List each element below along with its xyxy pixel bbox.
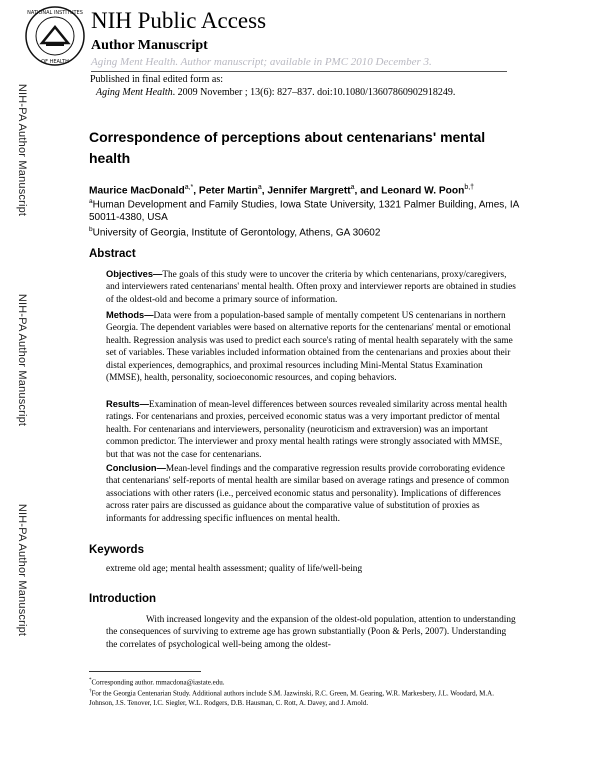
- author-name: Maurice MacDonald: [89, 185, 185, 197]
- header-rule: [91, 71, 507, 72]
- author-name: Jennifer Margrett: [267, 185, 351, 197]
- objectives-label: Objectives—: [106, 269, 163, 279]
- nih-logo: [24, 5, 86, 67]
- author-sup: a,*: [184, 184, 194, 191]
- author-name: Peter Martin: [198, 185, 258, 197]
- citation: [96, 87, 455, 99]
- introduction-heading: Introduction: [89, 593, 157, 605]
- citation-details: . 2009 November ; 13(6): 827–837. doi:10.1080/13607860902918249.: [172, 87, 456, 98]
- author-name: Leonard W. Poon: [381, 185, 465, 197]
- results-label: Results—: [106, 399, 149, 409]
- keywords-text: extreme old age; mental health assessment; quality of life/well-being: [106, 564, 363, 574]
- author-sup: a: [350, 184, 355, 191]
- footnote-rule: [89, 671, 201, 672]
- affiliation-b: $^b$University of Georgia, Institute of Gerontology, Athens, GA 30602: [89, 226, 381, 239]
- conclusion-label: Conclusion—: [106, 463, 166, 473]
- citation-journal: Aging Ment Health: [96, 87, 173, 98]
- author-list: Maurice MacDonald$^{a,*}$, Peter Martin$^a$, Jennifer Margrett$^a$, and Leonard W. Poon$^{b,\dagger}$: [89, 184, 475, 197]
- sidebar-label-2: NIH-PA Author Manuscript: [16, 293, 28, 427]
- author-sup: a: [257, 184, 262, 191]
- journal-availability-line: Aging Ment Health. Author manuscript; available in PMC 2010 December 3.: [91, 56, 432, 68]
- keywords-heading: Keywords: [89, 544, 144, 556]
- footnote-study: †For the Georgia Centenarian Study. Additional authors include S.M. Jazwinski, R.C. Green, M. Gearing, W.R. Markesbery, J.L. Woodard, M.A. Johnson, J.S. Tenover, I.C. Siegler, W.L. Rodgers, D.B. Hausman, C. Rott, A. Davey, and J. Arnold.: [89, 689, 494, 707]
- methods-label: Methods—: [106, 310, 154, 320]
- nih-seal-icon: [24, 5, 86, 67]
- abstract-methods: Methods—Data were from a population-based sample of mentally competent US centenarians in northern Georgia. The dependent variables were based on alternative reports for the centenarians' mental or emotional health. Regression analysis was used to predict each source's rating of mental health separately with the same set of variables. These variables included information obtained from the centenarians and proxies about their distal experiences, demographics, and proximal resources including Mini-Mental Status Examination (MMSE), health, personality, socioeconomic resources, and coping behaviors.: [106, 310, 513, 384]
- affiliation-a: $^a$Human Development and Family Studies, Iowa State University, 1321 Palmer Building, Ames, IA 50011-4380, USA: [89, 198, 519, 224]
- author-sup: b,†: [464, 184, 475, 191]
- svg-text:NATIONAL INSTITUTES: NATIONAL INSTITUTES: [27, 10, 83, 16]
- sidebar-label-1: NIH-PA Author Manuscript: [16, 83, 28, 217]
- svg-text:OF HEALTH: OF HEALTH: [41, 59, 69, 65]
- abstract-objectives: Objectives—The goals of this study were to uncover the criteria by which centenarians, proxy/caregivers, and interviewers rated centenarians' mental health. Often proxy and interviewer reports are obtained in studies of the oldest-old and become a primary source of information.: [106, 269, 516, 305]
- introduction-text: With increased longevity and the expansion of the oldest-old population, attention to understanding the consequences of surviving to extreme age has grown substantially (Poon & Perls, 2007). Understanding the correlates of psychological well-being among the oldest-: [106, 615, 516, 650]
- abstract-conclusion: Conclusion—Mean-level findings and the comparative regression results provide corroborating evidence that centenarians' self-reports of mental health are similar based on average ratings and presence of common associations with other raters (i.e., perceived economic status and personality). Implications of differences across rater pairs are discussed as guidance about the comparative value of substitution of proxies as informants for addressing specific influences on mental health.: [106, 463, 510, 524]
- published-label: Published in final edited form as:: [90, 74, 224, 85]
- author-manuscript-label: Author Manuscript: [91, 38, 208, 53]
- abstract-heading: Abstract: [89, 248, 136, 260]
- abstract-results: Results—Examination of mean-level differences between sources revealed similarity across mental health ratings. For centenarians and proxies, perceived economic status was a very important predictor of mental health. For centenarians and interviewers, personality (neuroticism and extraversion) was an important common predictor. The interviewer and proxy mental health ratings were strongly associated with MMSE, but that was not the case for centenarians.: [106, 399, 508, 460]
- footnote-corresponding: *Corresponding author. mmacdona@iastate.edu.: [89, 678, 225, 687]
- article-title: Correspondence of perceptions about centenarians' mental health: [89, 129, 486, 166]
- nih-public-access-title: NIH Public Access: [91, 8, 267, 33]
- sidebar-label-3: NIH-PA Author Manuscript: [16, 503, 28, 637]
